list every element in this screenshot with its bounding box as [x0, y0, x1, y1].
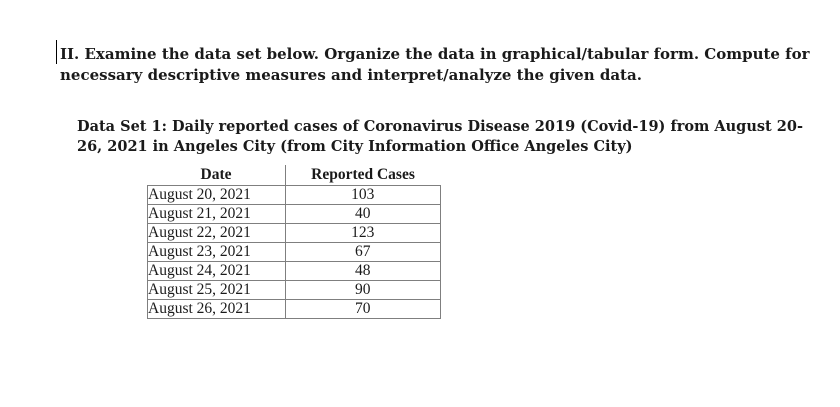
date-cell: August 23, 2021 [148, 243, 286, 262]
cases-cell: 103 [285, 186, 441, 205]
cases-cell: 90 [285, 281, 441, 300]
date-cell: August 26, 2021 [148, 300, 286, 319]
date-cell: August 21, 2021 [148, 205, 286, 224]
cases-cell: 70 [285, 300, 441, 319]
reported-cases-column-header: Reported Cases [285, 165, 441, 186]
cases-cell: 123 [285, 224, 441, 243]
table-row [148, 262, 441, 281]
cases-cell: 48 [285, 262, 441, 281]
table-row [148, 243, 441, 262]
table-row [148, 281, 441, 300]
covid-cases-table [147, 165, 441, 319]
date-cell: August 25, 2021 [148, 281, 286, 300]
instruction-text: II. Examine the data set below. Organize the data in graphical/tabular form. Compute for necessary descriptive measures and interpret/analyze the given data. [60, 45, 810, 84]
table-row [148, 224, 441, 243]
table-row [148, 186, 441, 205]
date-cell: August 20, 2021 [148, 186, 286, 205]
table-row [148, 205, 441, 224]
table-row [148, 300, 441, 319]
table-header-row [148, 165, 441, 186]
cases-cell: 40 [285, 205, 441, 224]
date-column-header: Date [148, 165, 286, 186]
date-cell: August 22, 2021 [148, 224, 286, 243]
dataset-title: Data Set 1: Daily reported cases of Coronavirus Disease 2019 (Covid-19) from August 20-26, 2021 in Angeles City (from City Information Office Angeles City) [77, 118, 803, 155]
text-cursor [56, 40, 57, 64]
date-cell: August 24, 2021 [148, 262, 286, 281]
cases-cell: 67 [285, 243, 441, 262]
